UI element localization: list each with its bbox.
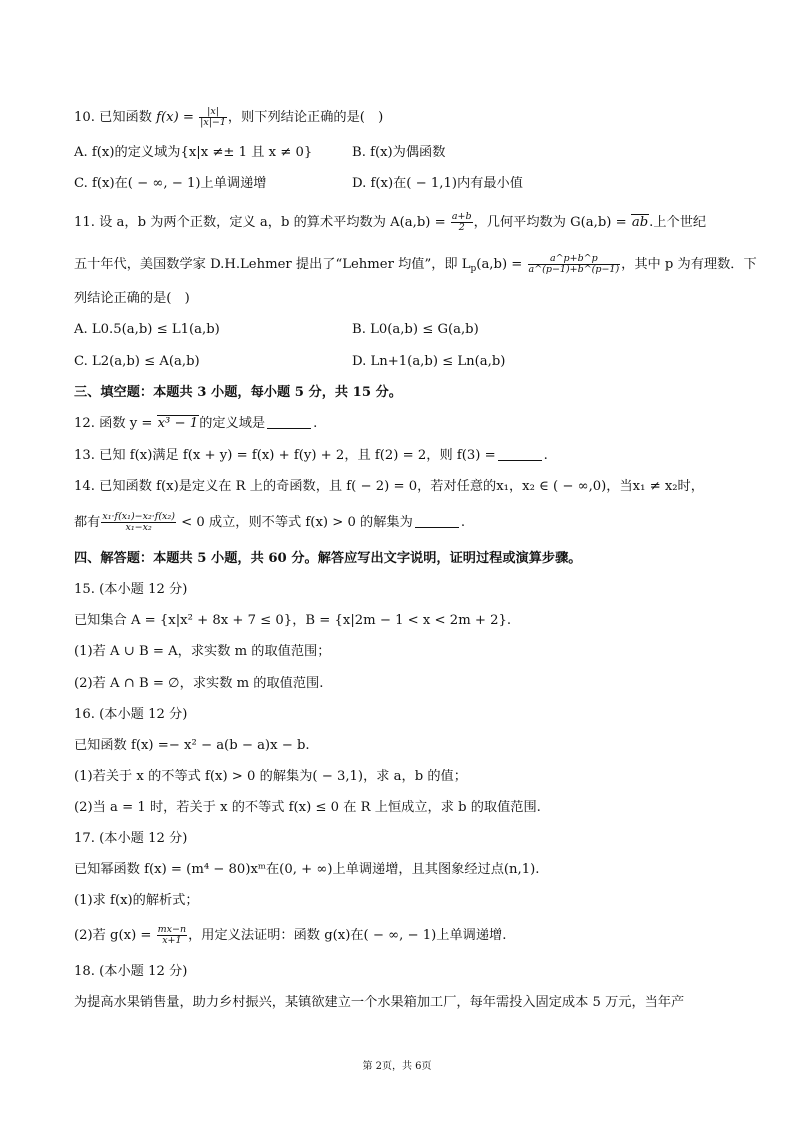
q11-option-d: D. Ln+1(a,b) ≤ Ln(a,b) (352, 354, 506, 369)
q16-line2: (1)若关于 x 的不等式 f(x) > 0 的解集为( − 3,1)，求 a，b 的值； (74, 769, 467, 784)
page-footer: 第 2页，共 6页 (362, 1061, 432, 1072)
q14-fraction: $\frac{\text{x₁·f(x₁)−x₂·f(x₂)}}{\text{x₁−x₂}}$ (102, 511, 175, 533)
q10-option-d: D. f(x)在( − 1,1)内有最小值 (352, 176, 523, 191)
q12-sqrt: x³ − 1 (157, 416, 199, 431)
q11-line3: 列结论正确的是( ) (74, 291, 190, 306)
answer-blank[interactable] (415, 515, 459, 528)
q10-stem: 10. 已知函数 f(x) = $\frac{|x|}{|x|-1}$ ，则下列结论正确的是( ) (74, 106, 384, 128)
section-4-heading: 四、解答题：本题共 5 小题，共 60 分。解答应写出文字说明，证明过程或演算步骤。 (74, 551, 582, 566)
q11-line2: 五十年代，美国数学家 D.H.Lehmer 提出了“Lehmer 均值”，即 $L_p(a,b)$ = $\frac{a\^{}p+b\^{}p}{a\^{}(p-1)+b\^{}(p-1)}$ ，其中 p 为有理数．下 (74, 253, 757, 275)
q17-line1: 已知幂函数 f(x) = (m⁴ − 80)xᵐ在(0, + ∞)上单调递增，且其图象经过点(n,1). (74, 862, 540, 877)
q17-fraction: $\frac{mx-n}{x+1}$ (157, 924, 187, 946)
q12-line: 12. 函数 y = x³ − 1的定义域是 . (74, 416, 318, 431)
q14-line2: 都有 $\frac{\text{x₁·f(x₁)−x₂·f(x₂)}}{\text{x₁−x₂}}$ < 0 成立，则不等式 f(x) > 0 的解集为 . (74, 511, 466, 533)
q18-line1: 为提高水果销售量，助力乡村振兴，某镇欲建立一个水果箱加工厂，每年需投入固定成本 5 万元，当年产 (74, 995, 685, 1010)
q17-line3: (2)若 g(x) = $\frac{mx-n}{x+1}$ ，用定义法证明：函数 g(x)在( − ∞, − 1)上单调递增. (74, 924, 507, 946)
q15-header: 15. (本小题 12 分) (74, 582, 188, 597)
q10-fraction: $\frac{|x|}{|x|-1}$ (200, 106, 226, 128)
q11-lehmer-fraction: $\frac{a\^{}p+b\^{}p}{a\^{}(p-1)+b\^{}(p-1)}$ (528, 253, 620, 275)
q11-option-c: C. L2(a,b) ≤ A(a,b) (74, 354, 200, 369)
answer-blank[interactable] (498, 448, 542, 461)
q10-option-c: C. f(x)在( − ∞, − 1)上单调递增 (74, 176, 267, 191)
q16-header: 16. (本小题 12 分) (74, 707, 188, 722)
q17-line2: (1)求 f(x)的解析式； (74, 893, 199, 908)
q11-arith-fraction: $\frac{a+b}{2}$ (451, 211, 472, 233)
section-3-heading: 三、填空题：本题共 3 小题，每小题 5 分，共 15 分。 (74, 385, 402, 400)
q14-line1: 14. 已知函数 f(x)是定义在 R 上的奇函数，且 f( − 2) = 0，若对任意的x₁，x₂ ∈ ( − ∞,0)，当x₁ ≠ x₂时， (74, 479, 704, 494)
q17-header: 17. (本小题 12 分) (74, 831, 188, 846)
answer-blank[interactable] (267, 416, 311, 429)
q10-option-b: B. f(x)为偶函数 (352, 145, 446, 160)
q15-line3: (2)若 A ∩ B = ∅，求实数 m 的取值范围. (74, 676, 324, 691)
q11-sqrt: ab (631, 215, 649, 230)
q15-line1: 已知集合 A = {x|x² + 8x + 7 ≤ 0}，B = {x|2m − 1 < x < 2m + 2}. (74, 613, 512, 628)
q18-header: 18. (本小题 12 分) (74, 964, 188, 979)
q11-option-b: B. L0(a,b) ≤ G(a,b) (352, 322, 479, 337)
q11-line1: 11. 设 a，b 为两个正数，定义 a，b 的算术平均数为 A(a,b) = $\frac{a+b}{2}$ ，几何平均数为 G(a,b) = ab.上个世纪 (74, 211, 707, 233)
q16-line3: (2)当 a = 1 时，若关于 x 的不等式 f(x) ≤ 0 在 R 上恒成立，求 b 的取值范围. (74, 800, 541, 815)
q11-option-a: A. L0.5(a,b) ≤ L1(a,b) (74, 322, 220, 337)
q10-option-a: A. f(x)的定义域为{x|x ≠± 1 且 x ≠ 0} (74, 145, 313, 160)
q16-line1: 已知函数 f(x) =− x² − a(b − a)x − b. (74, 738, 310, 753)
q13-line: 13. 已知 f(x)满足 f(x + y) = f(x) + f(y) + 2，且 f(2) = 2，则 f(3) = . (74, 448, 548, 463)
q15-line2: (1)若 A ∪ B = A，求实数 m 的取值范围； (74, 644, 331, 659)
